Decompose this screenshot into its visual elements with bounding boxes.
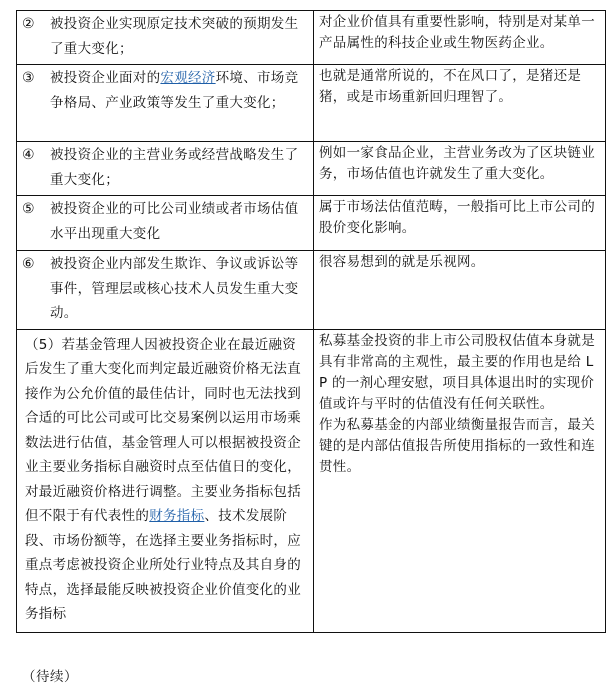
item-number-marker: ② bbox=[22, 16, 35, 32]
table-row bbox=[17, 329, 606, 632]
table-row bbox=[17, 196, 606, 251]
macro-economy-link[interactable]: 宏观经济 bbox=[160, 70, 216, 86]
commentary-paragraph: 私募基金投资的非上市公司股权估值本身就是具有非常高的主观性，最主要的作用也是给 LP 的一剂心理安慰，项目具体退出时的实现价值或许与平时的估值没有任何关联性。 bbox=[319, 332, 595, 412]
item-number-marker: ⑤ bbox=[22, 201, 35, 217]
clause-cell bbox=[17, 142, 314, 196]
clause-text: 被投资企业内部发生欺诈、争议或诉讼等事件，管理层或核心技术人员发生重大变动。 bbox=[50, 256, 299, 321]
table-row bbox=[17, 142, 606, 196]
table-row bbox=[17, 251, 606, 330]
item-number-marker: ③ bbox=[22, 70, 35, 86]
commentary-table bbox=[16, 10, 606, 633]
commentary-paragraph: 作为私募基金的内部业绩衡量报告而言，最关键的是内部估值报告所使用指标的一致性和连贯性。 bbox=[319, 416, 595, 475]
clause-text: 被投资企业的主营业务或经营战略发生了重大变化； bbox=[50, 147, 299, 188]
clause-text-part: （5）若基金管理人因被投资企业在最近融资后发生了重大变化而判定最近融资价格无法直接作为公允价值的最佳估计，同时也无法找到合适的可比公司或可比交易案例以运用市场乘数法进行估值，基金管理人可以根据被投资企业主要业务指标自融资时点至估值日的变化，对最近融资价格进行调整。主要业务指标包括但不限于有代表性的 bbox=[25, 336, 301, 524]
commentary-cell bbox=[314, 65, 606, 142]
clause-text: 被投资企业的可比公司业绩或者市场估值水平出现重大变化 bbox=[50, 201, 299, 242]
clause-cell bbox=[17, 251, 314, 330]
clause-text: 被投资企业实现原定技术突破的预期发生了重大变化； bbox=[50, 16, 299, 57]
clause-paragraph bbox=[22, 331, 308, 627]
table-row bbox=[17, 65, 606, 142]
item-number-marker: ⑥ bbox=[22, 256, 35, 272]
clause-cell bbox=[17, 196, 314, 251]
clause-text bbox=[50, 66, 308, 115]
commentary-text: 很容易想到的就是乐视网。 bbox=[319, 254, 485, 270]
clause-text-part: 被投资企业面对的 bbox=[50, 70, 161, 86]
table-row bbox=[17, 11, 606, 65]
clause-cell bbox=[17, 329, 314, 632]
commentary-text: 也就是通常所说的，不在风口了，是猪还是猪，或是市场重新回归理智了。 bbox=[319, 68, 582, 105]
item-number-marker: ④ bbox=[22, 147, 35, 163]
clause-text-part: 、技术发展阶段、市场份额等，在选择主要业务指标时，应重点考虑被投资企业所处行业特点及其自身的特点，选择最能反映被投资企业价值变化的业务指标 bbox=[25, 508, 301, 622]
commentary-text: 对企业价值具有重要性影响，特别是对某单一产品属性的科技企业或生物医药企业。 bbox=[319, 14, 595, 51]
financial-indicator-link[interactable]: 财务指标 bbox=[149, 508, 205, 524]
to-be-continued-note: （待续） bbox=[22, 669, 78, 685]
clause-cell bbox=[17, 65, 314, 142]
commentary-cell bbox=[314, 196, 606, 251]
commentary-text: 属于市场法估值范畴，一般指可比上市公司的股价变化影响。 bbox=[319, 199, 595, 236]
clause-text-part: 环境、市场竞争格局、产业政策等发生了重大变化； bbox=[50, 70, 299, 111]
commentary-cell bbox=[314, 142, 606, 196]
clause-cell bbox=[17, 11, 314, 65]
commentary-cell bbox=[314, 251, 606, 330]
commentary-cell bbox=[314, 11, 606, 65]
commentary-cell bbox=[314, 329, 606, 632]
commentary-text: 例如一家食品企业，主营业务改为了区块链业务，市场估值也许就发生了重大变化。 bbox=[319, 145, 595, 182]
